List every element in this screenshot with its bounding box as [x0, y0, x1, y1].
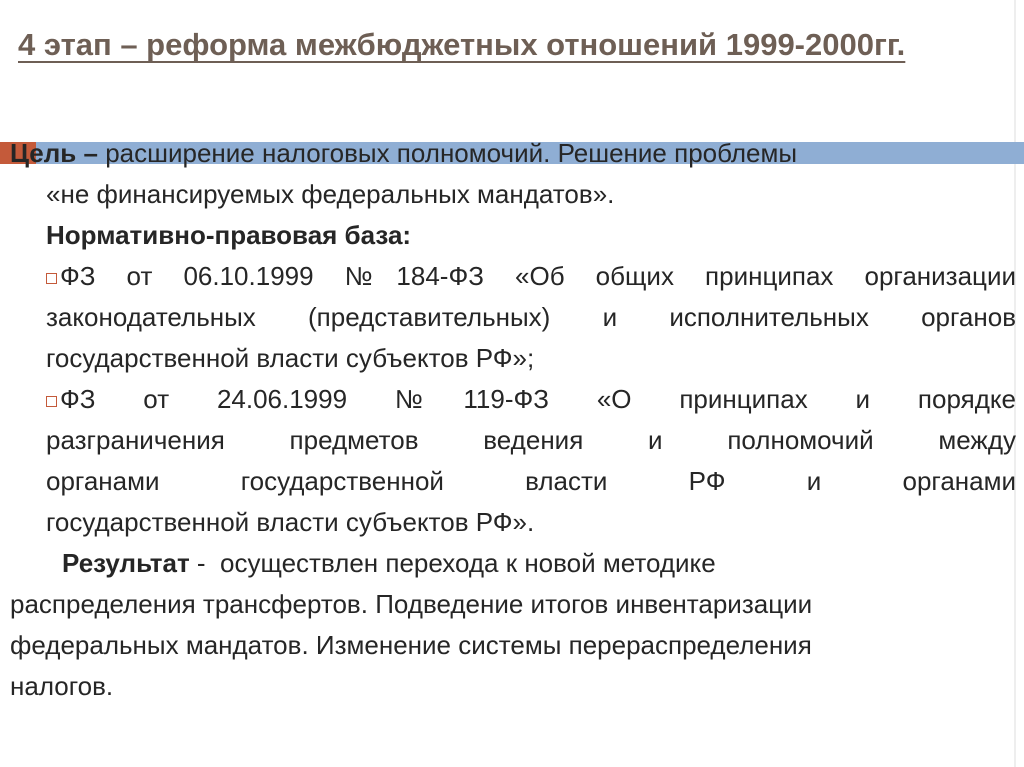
legal-base-heading: Нормативно-правовая база:: [46, 220, 412, 250]
goal-line-1: [10, 133, 797, 174]
bullet-2-line-1: [46, 379, 1016, 420]
goal-text-1: расширение налоговых полномочий. Решение проблемы: [105, 138, 798, 168]
square-bullet-icon: [46, 273, 57, 284]
result-text-1: - осуществлен перехода к новой методике: [189, 548, 716, 578]
bullet-2-line-2: разграничения предметов ведения и полномочий между: [46, 425, 1016, 455]
goal-line-2: «не финансируемых федеральных мандатов».: [46, 179, 615, 209]
square-bullet-icon: [46, 396, 57, 407]
bullet-2-line-3: органами государственной власти РФ и органами: [46, 466, 1016, 496]
bullet-1-line-2: законодательных (представительных) и исполнительных органов: [46, 302, 1016, 332]
bullet-2-line-4: государственной власти субъектов РФ».: [46, 507, 535, 537]
goal-label: Цель –: [10, 138, 98, 168]
result-line-4: налогов.: [10, 671, 114, 701]
bullet-1-line-1: [46, 256, 1016, 297]
bullet-2-text-1: ФЗ от 24.06.1999 №119-ФЗ «О принципах и порядке: [60, 384, 1016, 414]
bullet-1-line-3: государственной власти субъектов РФ»;: [46, 343, 535, 373]
result-line-2: распределения трансфертов. Подведение итогов инвентаризации: [10, 589, 813, 619]
bullet-1-text-1: ФЗ от 06.10.1999 №184-ФЗ «Об общих принципах организации: [60, 261, 1016, 291]
result-line-3: федеральных мандатов. Изменение системы перераспределения: [10, 630, 812, 660]
result-line-1: [62, 543, 716, 584]
result-label: Результат: [62, 548, 190, 578]
slide-title: 4 этап – реформа межбюджетных отношений 1999-2000гг.: [18, 27, 906, 62]
